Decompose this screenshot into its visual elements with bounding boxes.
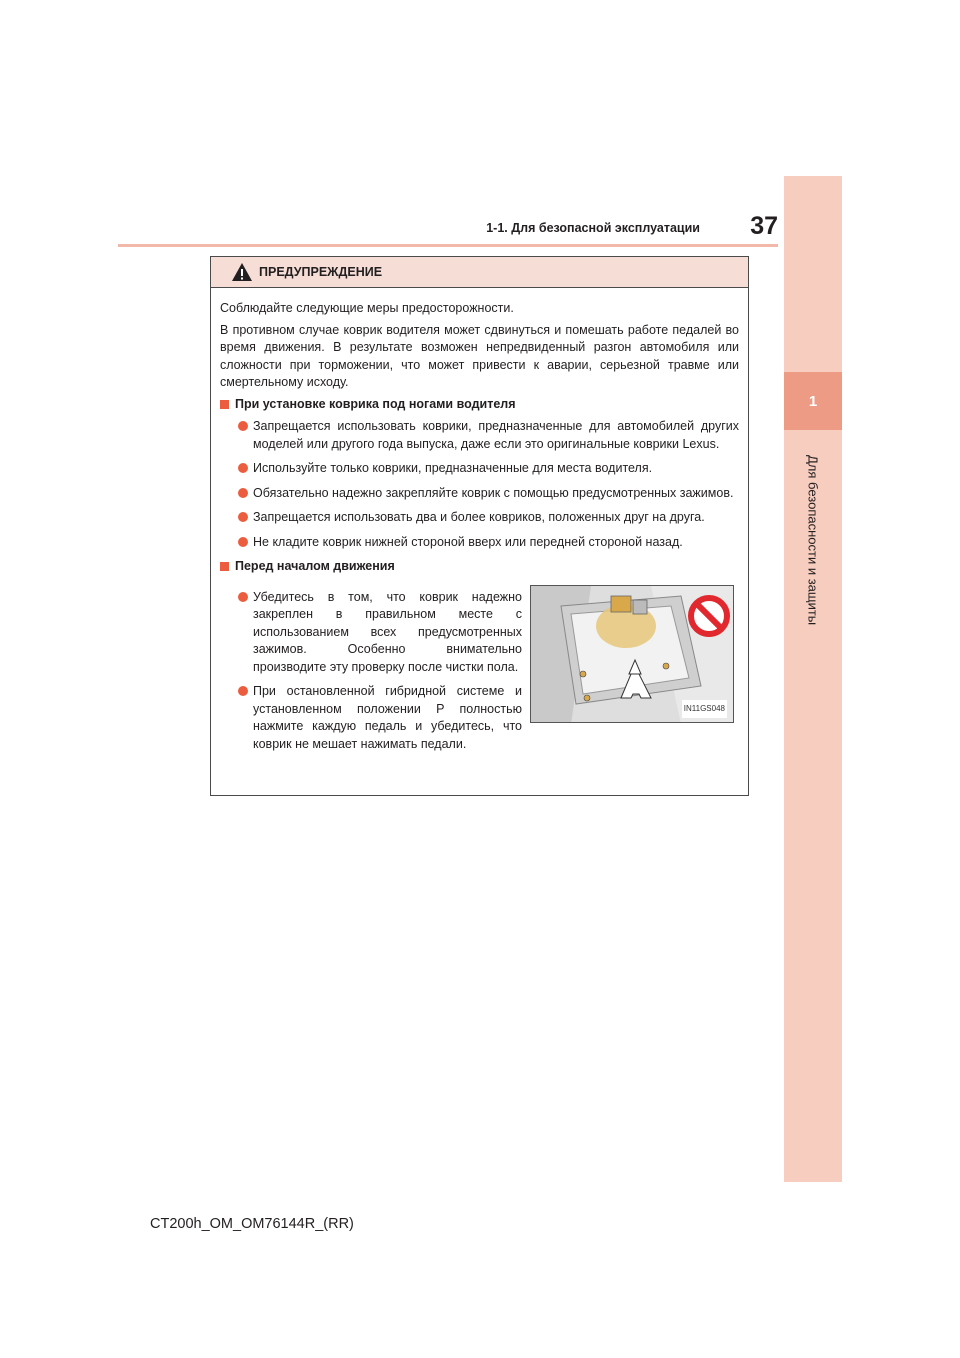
warning-intro-detail: В противном случае коврик водителя может сдвинуться и помешать работе педалей во время движения. В результате возможен непредвиденный разгон автомобиля или сложности при торможении, что может привести к аварии, серьезной травме или смертельному исходу. [220, 322, 739, 389]
chapter-title-vertical [784, 440, 842, 640]
header-divider [118, 244, 778, 247]
list-item-text: Запрещается использовать коврики, предназначенные для автомобилей других моделей или другого года выпуска, даже если это оригинальные коврики Lexus. [253, 419, 739, 451]
circle-bullet-icon [238, 463, 248, 473]
section-title: 1-1. Для безопасной эксплуатации [486, 221, 700, 235]
list-item-text: Не кладите коврик нижней стороной вверх или передней стороной назад. [253, 534, 683, 549]
list-item-text: Используйте только коврики, предназначенные для места водителя. [253, 461, 653, 475]
warning-header [211, 257, 748, 288]
list-item [220, 589, 522, 677]
warning-box [210, 256, 749, 796]
list-item-text: Обязательно надежно закрепляйте коврик с помощью предусмотренных зажимов. [253, 485, 734, 500]
warning-intro: Соблюдайте следующие меры предосторожности. [220, 301, 514, 315]
circle-bullet-icon [238, 537, 248, 547]
list-item [220, 683, 522, 753]
circle-bullet-icon [238, 512, 248, 522]
list-item [220, 418, 739, 453]
floor-mat-illustration [530, 585, 734, 723]
section-heading [220, 558, 739, 576]
list-item [220, 509, 739, 527]
before-driving-list [220, 581, 522, 761]
section-heading-text: При установке коврика под ногами водителя [235, 396, 516, 411]
list-item-text: Запрещается использовать два и более ковриков, положенных друг на друга. [253, 510, 705, 524]
section-heading [220, 396, 739, 414]
circle-bullet-icon [238, 686, 248, 696]
chapter-number: 1 [784, 372, 842, 430]
list-item [220, 485, 739, 503]
warning-title: ПРЕДУПРЕЖДЕНИЕ [259, 265, 383, 279]
list-item-text: Убедитесь в том, что коврик надежно закреплен в правильном месте с использованием всех предусмотренных зажимов. Особенно внимательно производите эту проверку после чистки пола. [253, 589, 522, 674]
circle-bullet-icon [238, 488, 248, 498]
page-number: 37 [750, 212, 778, 240]
list-item-text: При остановленной гибридной системе и установленном положении P полностью нажмите каждую педаль и убедитесь, что коврик не мешает нажимать педали. [253, 684, 522, 751]
section-heading-text: Перед началом движения [235, 559, 395, 573]
warning-triangle-icon [231, 262, 253, 282]
figure-code: IN11GS048 [682, 700, 727, 718]
chapter-title-text: Для безопасности и защиты [805, 454, 821, 626]
list-item [220, 534, 739, 552]
warning-body [211, 288, 748, 760]
document-code: CT200h_OM_OM76144R_(RR) [150, 1216, 354, 1232]
list-item [220, 460, 739, 478]
circle-bullet-icon [238, 592, 248, 602]
square-bullet-icon [220, 562, 229, 571]
before-driving-block [220, 581, 739, 761]
chapter-side-tab [784, 176, 842, 1182]
square-bullet-icon [220, 400, 229, 409]
circle-bullet-icon [238, 421, 248, 431]
